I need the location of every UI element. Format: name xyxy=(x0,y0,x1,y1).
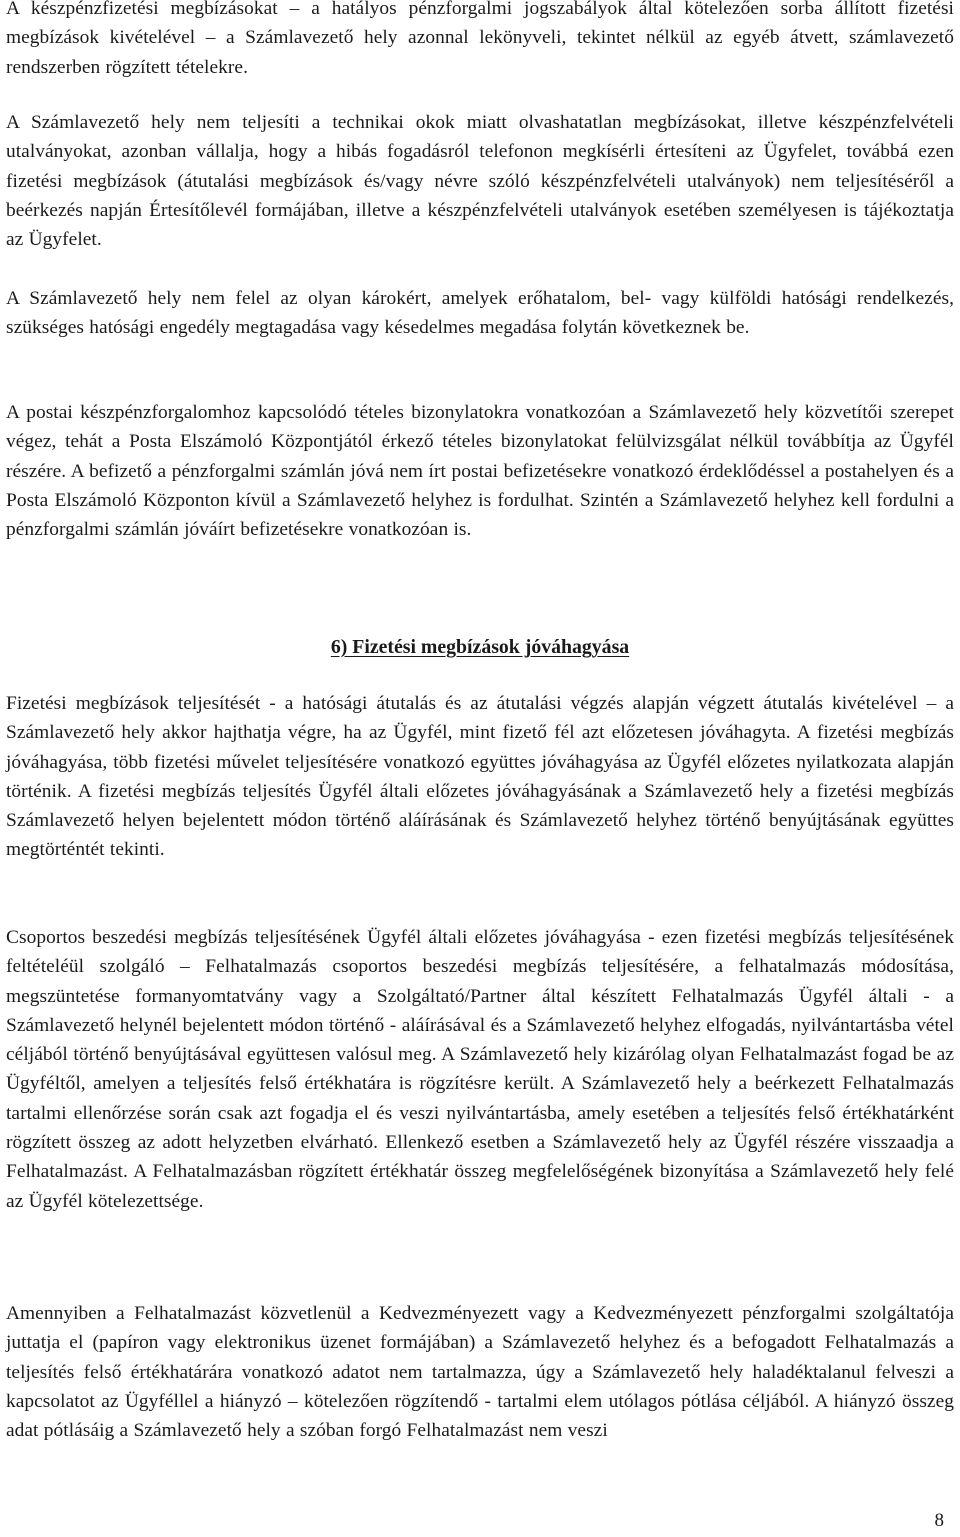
section-heading-text: 6) Fizetési megbízások jóváhagyása xyxy=(330,636,630,658)
paragraph-authorization-missing-data: Amennyiben a Felhatalmazást közvetlenül a Kedvezményezett vagy a Kedvezményezett pénzforgalmi szolgáltatója juttatja el (papíron vagy elektronikus üzenet formájában) a Számlavezető helyhez és a befogadott Felhatalmazás a teljesítés felső értékhatárára vonatkozó adatot nem tartalmazza, úgy a Számlavezető hely haladéktalanul felveszi a kapcsolatot az Ügyféllel a hiányzó – kötelezően rögzítendő - tartalmi elem utólagos pótlása céljából. A hiányzó összeg adat pótlásáig a Számlavezető hely a szóban forgó Felhatalmazást nem veszi xyxy=(6,1303,954,1442)
paragraph-direct-debit-approval: Csoportos beszedési megbízás teljesítésének Ügyfél általi előzetes jóváhagyása - ezen fizetési megbízás teljesítésének feltételéül szolgáló – Felhatalmazás csoportos beszedési megbízás teljesítésére, a felhatalmazás módosítása, megszüntetése formanyomtatvány vagy a Szolgáltató/Partner által készített Felhatalmazás Ügyfél általi - a Számlavezető helynél bejelentett módon történő - aláírásával és a Számlavezető helyhez elfogadás, nyilvántartásba vétel céljából történő benyújtásával együttesen valósul meg. A Számlavezető hely kizárólag olyan Felhatalmazást fogad be az Ügyféltől, amelyen a teljesítés felső értékhatára is rögzítésre került. A Számlavezető hely a beérkezett Felhatalmazás tartalmi ellenőrzése során csak azt fogadja el és veszi nyilvántartásba, amely esetében a teljesítés felső értékhatárként rögzített összeg az adott helyzetben elvárható. Ellenkező esetben a Számlavezető hely az Ügyfél részére visszaadja a Felhatalmazást. A Felhatalmazásban rögzített értékhatár összeg megfelelőségének bizonyítása a Számlavezető hely felé az Ügyfél kötelezettsége. xyxy=(6,927,954,1212)
paragraph-postal-cash-transactions: A postai készpénzforgalomhoz kapcsolódó tételes bizonylatokra vonatkozóan a Számlavezető hely közvetítői szerepet végez, tehát a Posta Elszámoló Központjától érkező tételes bizonylatokat felülvizsgálat nélkül továbbítja az Ügyfél részére. A befizető a pénzforgalmi számlán jóvá nem írt postai befizetésekre vonatkozó érdeklődéssel a postahelyen és a Posta Elszámoló Központon kívül a Számlavezető helyhez is fordulhat. Szintén a Számlavezető helyhez kell fordulni a pénzforgalmi számlán jóváírt befizetésekre vonatkozóan is. xyxy=(6,402,954,541)
section-heading xyxy=(6,633,954,662)
paragraph-unreadable-orders: A Számlavezető hely nem teljesíti a technikai okok miatt olvashatatlan megbízásokat, illetve készpénzfelvételi utalványokat, azonban vállalja, hogy a hibás fogadásról telefonon megkísérli értesíteni az Ügyfelet, továbbá ezen fizetési megbízások (átutalási megbízások és/vagy névre szóló készpénzfelvételi utalványok) nem teljesítéséről a beérkezés napján Értesítőlevél formájában, illetve a készpénzfelvételi utalványok esetében személyesen is tájékoztatja az Ügyfelet. xyxy=(6,112,954,251)
paragraph-liability-exclusion: A Számlavezető hely nem felel az olyan károkért, amelyek erőhatalom, bel- vagy külföldi hatósági rendelkezés, szükséges hatósági engedély megtagadása vagy késedelmes megadása folytán következnek be. xyxy=(6,288,954,339)
page-number: 8 xyxy=(934,1510,944,1531)
paragraph-order-approval: Fizetési megbízások teljesítését - a hatósági átutalás és az átutalási végzés alapján végzett átutalás kivételével – a Számlavezető hely akkor hajthatja végre, ha az Ügyfél, mint fizető fél azt előzetesen jóváhagyta. A fizetési megbízás jóváhagyása, több fizetési művelet teljesítésére vonatkozó együttes jóváhagyása az Ügyfél előzetes nyilatkozata alapján történik. A fizetési megbízás teljesítés Ügyfél általi előzetes jóváhagyásának a Számlavezető hely a fizetési megbízás Számlavezető helyen bejelentett módon történő aláírásának és Számlavezető helyhez történő benyújtásának együttes megtörténtét tekinti. xyxy=(6,693,954,861)
paragraph-cash-payment-orders: A készpénzfizetési megbízásokat – a hatályos pénzforgalmi jogszabályok által kötelezően sorba állított fizetési megbízások kivételével – a Számlavezető hely azonnal lekönyveli, tekintet nélkül az egyéb átvett, számlavezető rendszerben rögzített tételekre. xyxy=(6,0,954,78)
